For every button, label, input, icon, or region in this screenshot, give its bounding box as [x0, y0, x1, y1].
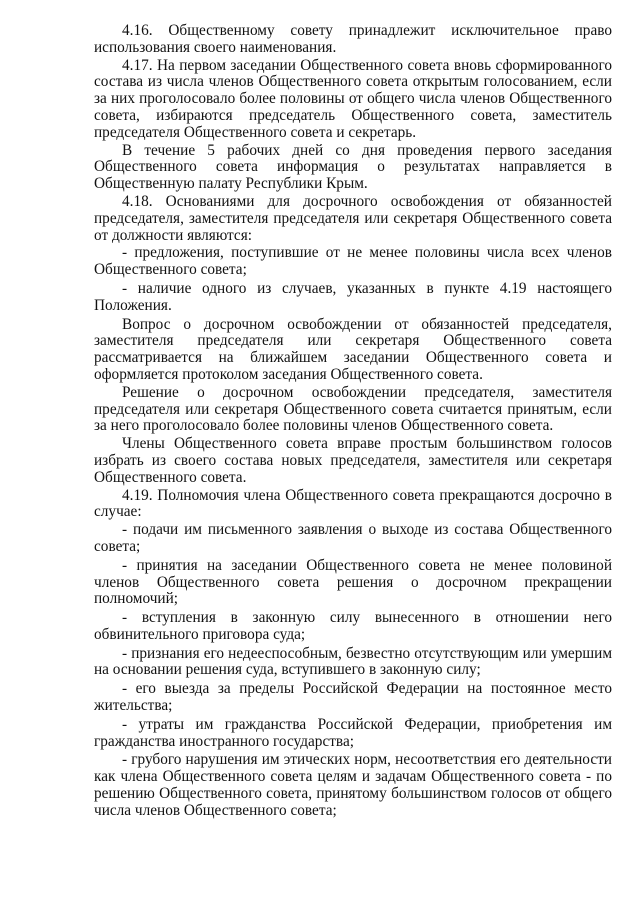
list-item-residence-abroad: - его выезда за пределы Российской Федерации на постоянное место жительства;	[94, 680, 612, 715]
paragraph-4-17: 4.17. На первом заседании Общественного совета вновь сформированного состава из числа членов Общественного совета открытым голосованием, если за них проголосовало более половины от общего числа членов Общественного совета, избираются председатель Общественного совета, заместитель председателя Общественного совета и секретарь.	[94, 56, 612, 141]
paragraph-new-election: Члены Общественного совета вправе простым большинством голосов избрать из своего состава новых председателя, заместителя или секретаря Общественного совета.	[94, 435, 612, 486]
paragraph-4-19: 4.19. Полномочия члена Общественного совета прекращаются досрочно в случае:	[94, 486, 612, 521]
paragraph-4-16: 4.16. Общественному совету принадлежит исключительное право использования своего наименования.	[94, 22, 612, 56]
list-item-proposals: - предложения, поступившие от не менее половины числа всех членов Общественного совета;	[94, 244, 612, 279]
paragraph-4-18: 4.18. Основаниями для досрочного освобождения от обязанностей председателя, заместителя председателя или секретаря Общественного совета от должности являются:	[94, 192, 612, 244]
list-item-cases: - наличие одного из случаев, указанных в пункте 4.19 настоящего Положения.	[94, 279, 612, 314]
list-item-court-sentence: - вступления в законную силу вынесенного в отношении него обвинительного приговора суда;	[94, 609, 612, 643]
document-body	[94, 23, 612, 822]
list-item-written-statement: - подачи им письменного заявления о выходе из состава Общественного совета;	[94, 521, 612, 555]
paragraph-information-term: В течение 5 рабочих дней со дня проведения первого заседания Общественного совета информация о результатах направляется в Общественную палату Республики Крым.	[94, 141, 612, 193]
paragraph-decision: Решение о досрочном освобождении председателя, заместителя председателя или секретаря Общественного совета считается принятым, если за него проголосовало более половины членов Общественного совета.	[94, 383, 612, 435]
list-item-council-decision: - принятия на заседании Общественного совета не менее половиной членов Общественного совета решения о досрочном прекращении полномочий;	[94, 556, 612, 608]
list-item-citizenship-loss: - утраты им гражданства Российской Федерации, приобретения им гражданства иностранного государства;	[94, 715, 612, 750]
list-item-incapacity: - признания его недееспособным, безвестно отсутствующим или умершим на основании решения суда, вступившего в законную силу;	[94, 644, 612, 679]
list-item-ethics-violation: - грубого нарушения им этических норм, несоответствия его деятельности как члена Общественного совета целям и задачам Общественного совета - по решению Общественного совета, принятому большинством голосов от общего числа членов Общественного совета;	[94, 751, 612, 819]
paragraph-question-release: Вопрос о досрочном освобождении от обязанностей председателя, заместителя председателя или секретаря Общественного совета рассматривается на ближайшем заседании Общественного совета и оформляется протоколом заседания Общественного совета.	[94, 315, 612, 383]
